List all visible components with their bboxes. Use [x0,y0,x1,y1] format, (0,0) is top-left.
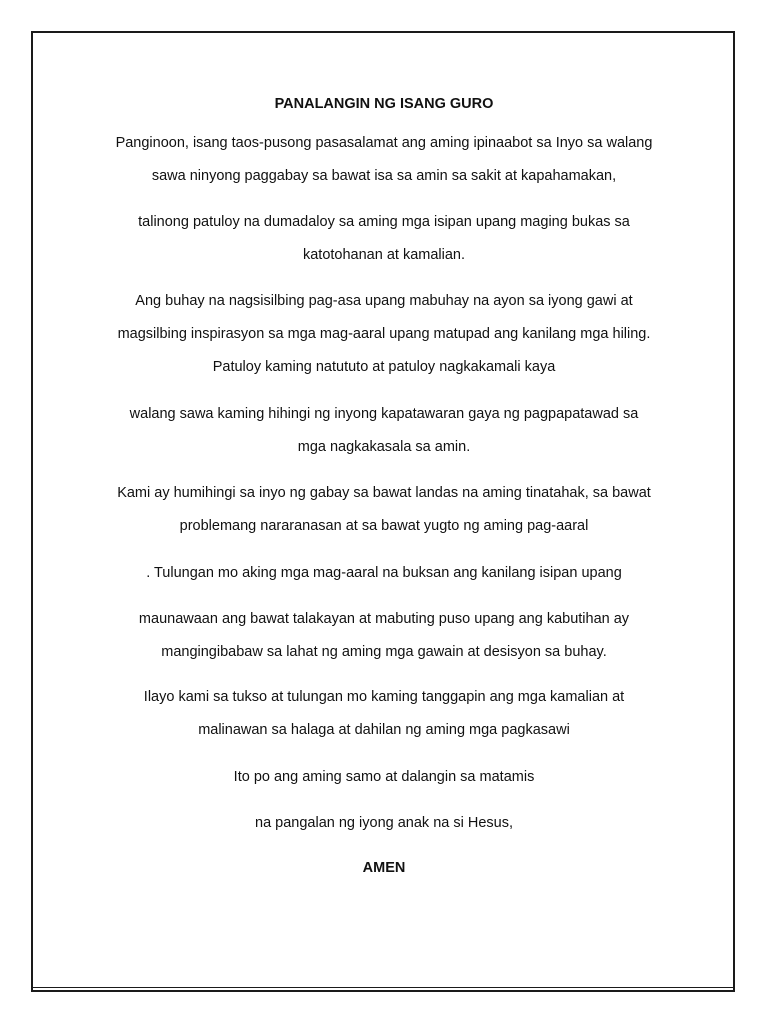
prayer-line: sawa ninyong paggabay sa bawat isa sa amin sa sakit at kapahamakan, [151,168,617,184]
prayer-line: Panginoon, isang taos-pusong pasasalamat ang aming ipinaabot sa Inyo sa walang [115,135,653,151]
prayer-line: Ilayo kami sa tukso at tulungan mo kaming tanggapin ang mga kamalian at [143,689,625,705]
prayer-line: mangingibabaw sa lahat ng aming mga gawain at desisyon sa buhay. [161,644,607,660]
prayer-title: PANALANGIN NG ISANG GURO [274,96,494,112]
prayer-line: talinong patuloy na dumadaloy sa aming mga isipan upang maging bukas sa [138,214,630,230]
prayer-line: walang sawa kaming hihingi ng inyong kapatawaran gaya ng pagpapatawad sa [129,406,639,422]
prayer-line: Kami ay humihingi sa inyo ng gabay sa bawat landas na aming tinatahak, sa bawat [117,485,651,501]
prayer-line: Ito po ang aming samo at dalangin sa matamis [233,769,535,785]
prayer-line: mga nagkakasala sa amin. [297,439,471,455]
prayer-line: katotohanan at kamalian. [302,247,466,263]
prayer-line: . Tulungan mo aking mga mag-aaral na buksan ang kanilang isipan upang [146,565,622,581]
prayer-line: maunawaan ang bawat talakayan at mabuting puso upang ang kabutihan ay [138,611,630,627]
prayer-line: malinawan sa halaga at dahilan ng aming mga pagkasawi [198,722,570,738]
prayer-line: na pangalan ng iyong anak na si Hesus, [255,815,513,831]
prayer-line: magsilbing inspirasyon sa mga mag-aaral upang matupad ang kanilang mga hiling. [117,326,651,342]
prayer-line: Patuloy kaming natututo at patuloy nagkakamali kaya [212,359,556,375]
prayer-line: Ang buhay na nagsisilbing pag-asa upang mabuhay na ayon sa iyong gawi at [135,293,633,309]
prayer-line: problemang nararanasan at sa bawat yugto ng aming pag-aaral [179,518,589,534]
prayer-closing: AMEN [362,860,406,876]
